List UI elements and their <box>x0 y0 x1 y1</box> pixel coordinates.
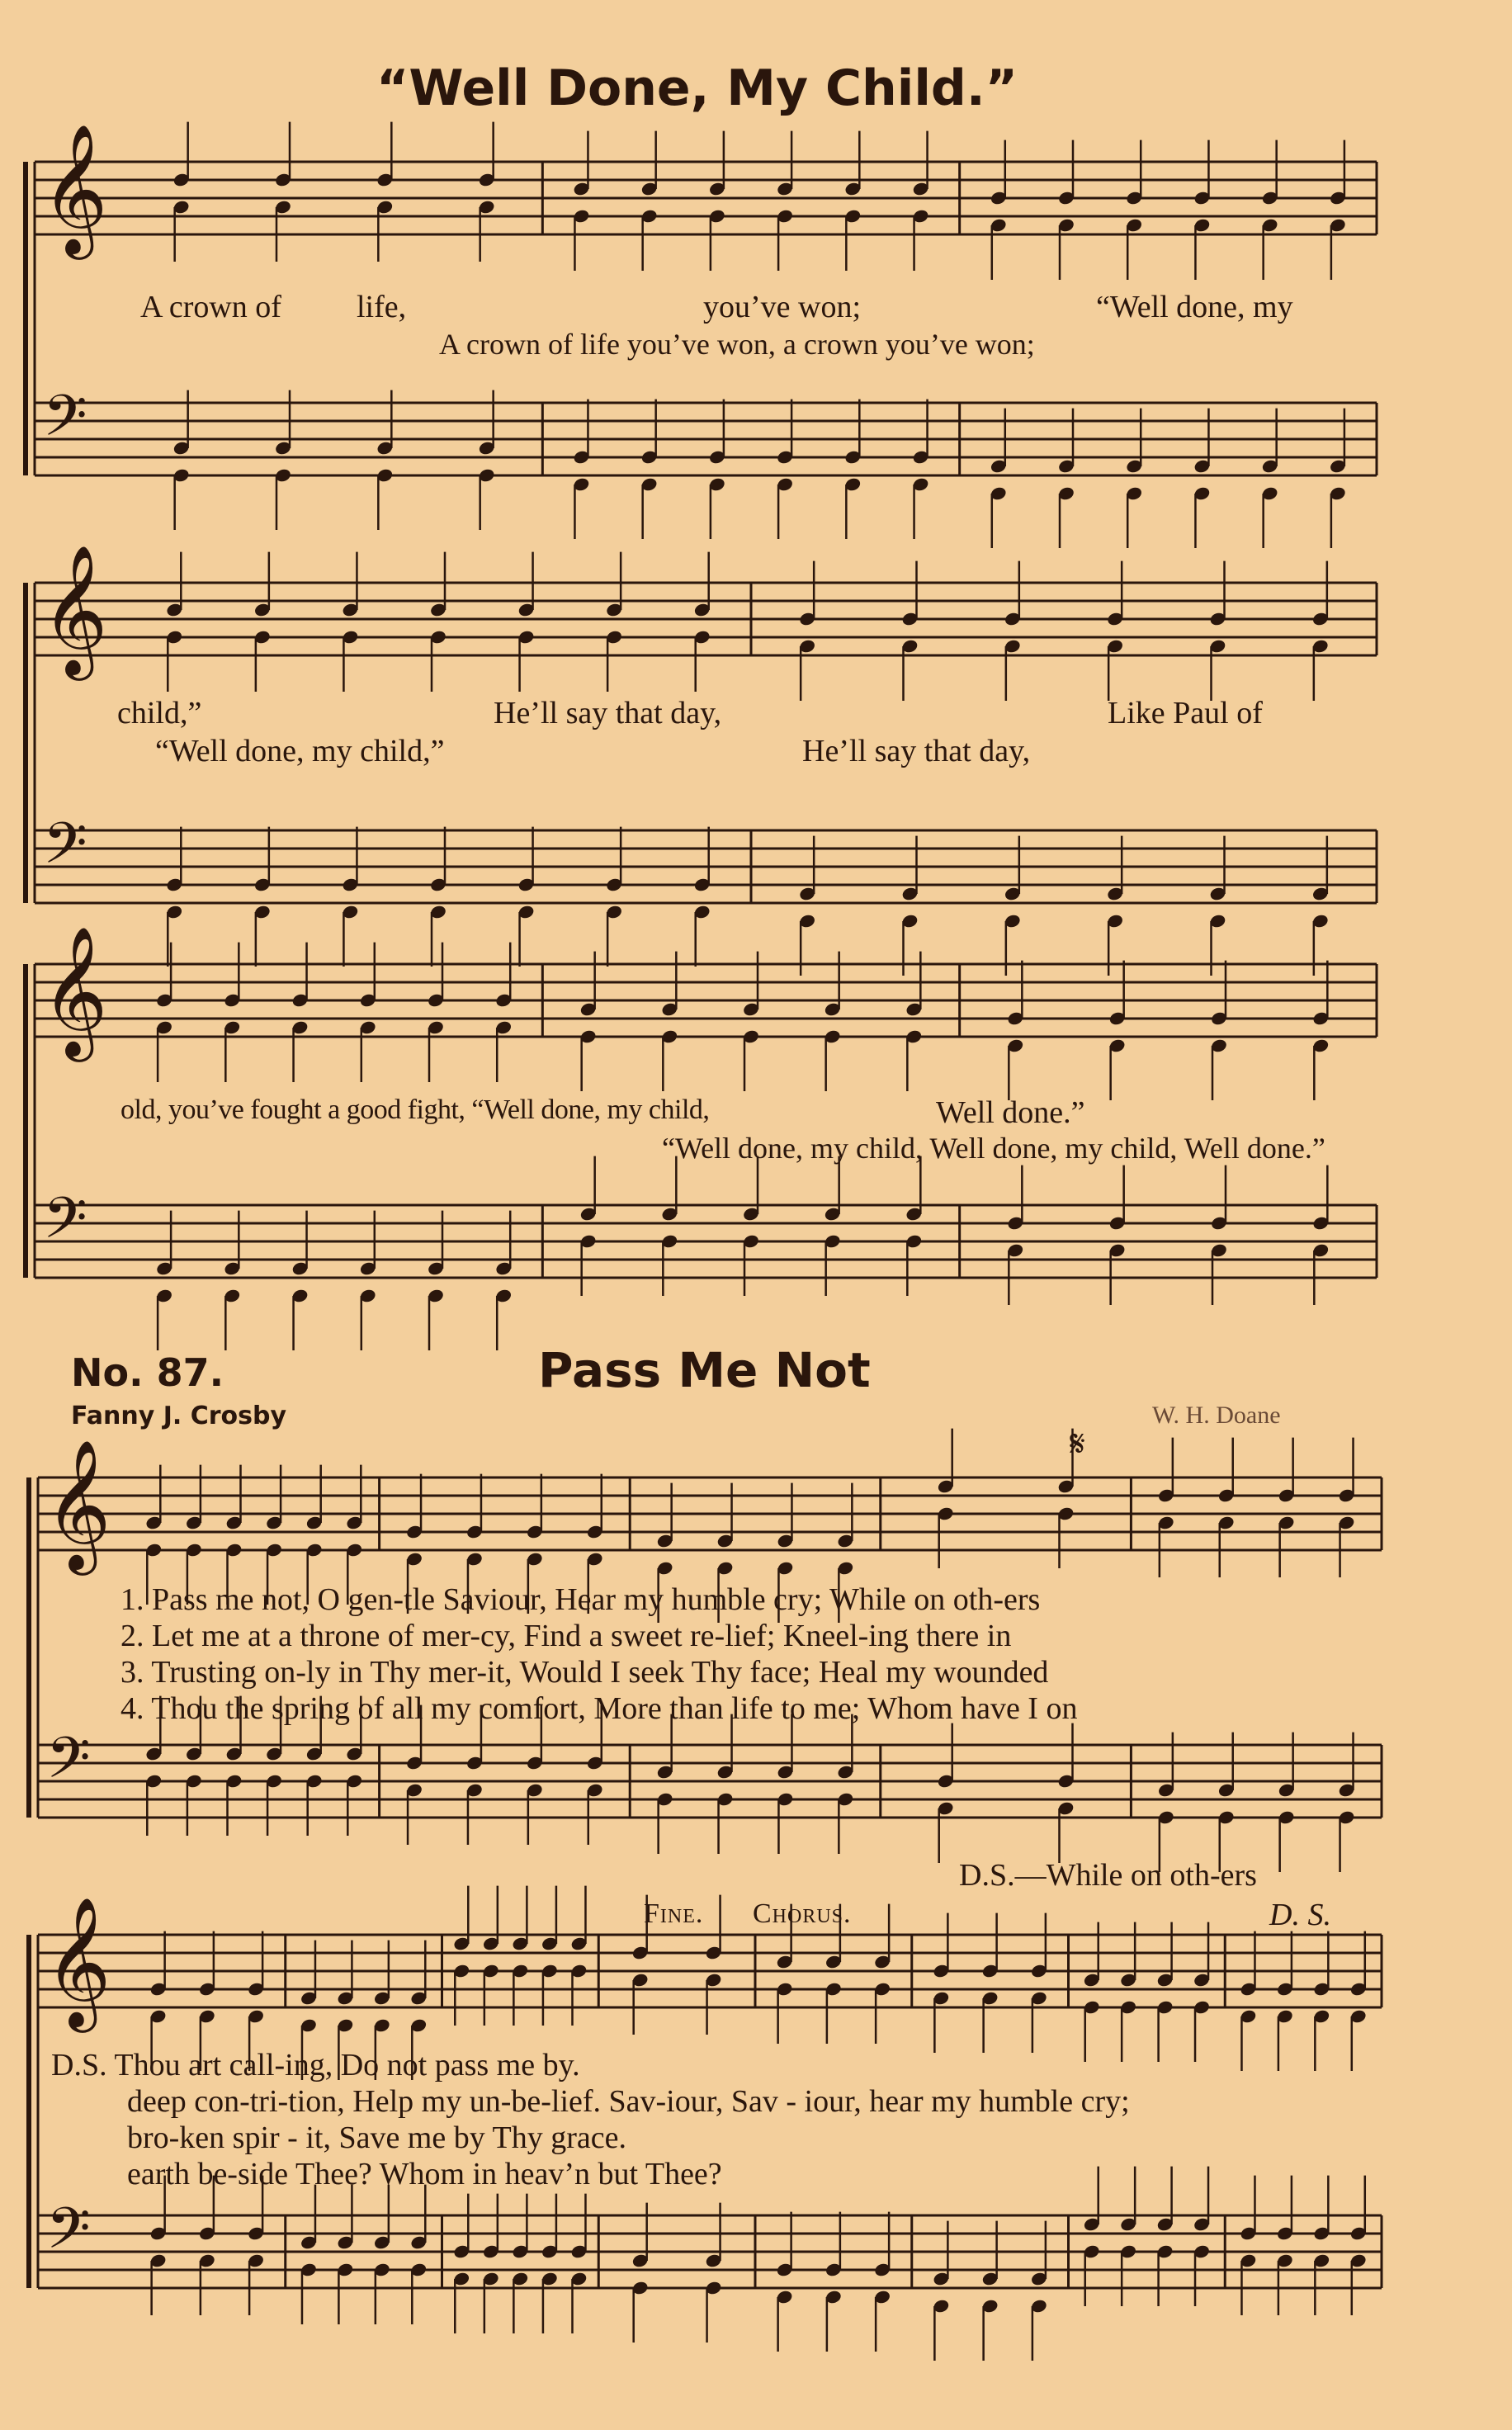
lyric-line: A crown of life you’ve won, a crown you’ve won; <box>439 328 1035 361</box>
bass-clef-icon: 𝄢 <box>43 809 87 891</box>
lyric-line: He’ll say that day, <box>494 696 722 730</box>
lyric-line: A crown of <box>140 290 281 324</box>
fine-label: Fine. <box>644 1898 704 1929</box>
lyric-line: “Well done, my <box>1096 290 1293 324</box>
verse-line: D.S. Thou art call-ing, Do not pass me by. <box>51 2048 580 2083</box>
lyric-line: “Well done, my child, Well done, my child, Well done.” <box>662 1132 1325 1165</box>
lyric-line: you’ve won; <box>703 290 862 324</box>
hymn-title: “Well Done, My Child.” <box>376 59 1018 117</box>
ds-mark: D. S. <box>1269 1898 1331 1932</box>
verse-line: deep con-tri-tion, Help my un-be-lief. Sav-iour, Sav - iour, hear my humble cry; <box>127 2084 1130 2119</box>
verse-line: bro-ken spir - it, Save me by Thy grace. <box>127 2120 627 2155</box>
treble-clef-icon: 𝄞 <box>41 544 108 676</box>
lyric-line: old, you’ve fought a good fight, “Well done, my child, <box>120 1094 710 1125</box>
bass-clef-icon: 𝄢 <box>46 2194 91 2276</box>
system-bracket <box>26 1477 31 1818</box>
lyric-line: child,” <box>117 696 202 730</box>
hymn-number: No. 87. <box>71 1350 224 1395</box>
composer-credit: W. H. Doane <box>1152 1402 1281 1429</box>
verse-line: earth be-side Thee? Whom in heav’n but Thee? <box>127 2157 722 2191</box>
system-bracket <box>23 162 28 475</box>
lyric-line: “Well done, my child,” <box>155 734 445 768</box>
hymn-title: Pass Me Not <box>538 1342 871 1398</box>
verse-line: 3. Trusting on-ly in Thy mer-it, Would I seek Thy face; Heal my wounded <box>120 1655 1049 1690</box>
verse-line: 2. Let me at a throne of mer-cy, Find a sweet re-lief; Kneel-ing there in <box>120 1619 1012 1653</box>
bass-clef-icon: 𝄢 <box>43 1184 87 1265</box>
lyric-line: Like Paul of <box>1108 696 1263 730</box>
lyric-line: life, <box>357 290 407 324</box>
bass-clef-icon: 𝄢 <box>46 1723 91 1805</box>
system-bracket <box>23 964 28 1278</box>
verse-line: 4. Thou the spring of all my comfort, More than life to me; Whom have I on <box>120 1691 1078 1726</box>
treble-clef-icon: 𝄞 <box>41 123 108 255</box>
bass-clef-icon: 𝄢 <box>43 381 87 463</box>
lyricist-credit: Fanny J. Crosby <box>71 1402 287 1430</box>
chorus-label: Chorus. <box>753 1898 852 1929</box>
system-bracket <box>23 583 28 903</box>
treble-clef-icon: 𝄞 <box>45 1896 111 2028</box>
lyric-line: Well done.” <box>936 1095 1085 1130</box>
segno-sign: 𝄋 <box>1070 1424 1085 1464</box>
ds-label: D.S.—While on oth-ers <box>959 1858 1257 1893</box>
treble-clef-icon: 𝄞 <box>41 925 108 1057</box>
system-bracket <box>26 1935 31 2288</box>
verse-line: 1. Pass me not, O gen-tle Saviour, Hear my humble cry; While on oth-ers <box>120 1582 1041 1617</box>
lyric-line: He’ll say that day, <box>802 734 1031 768</box>
treble-clef-icon: 𝄞 <box>45 1439 111 1571</box>
